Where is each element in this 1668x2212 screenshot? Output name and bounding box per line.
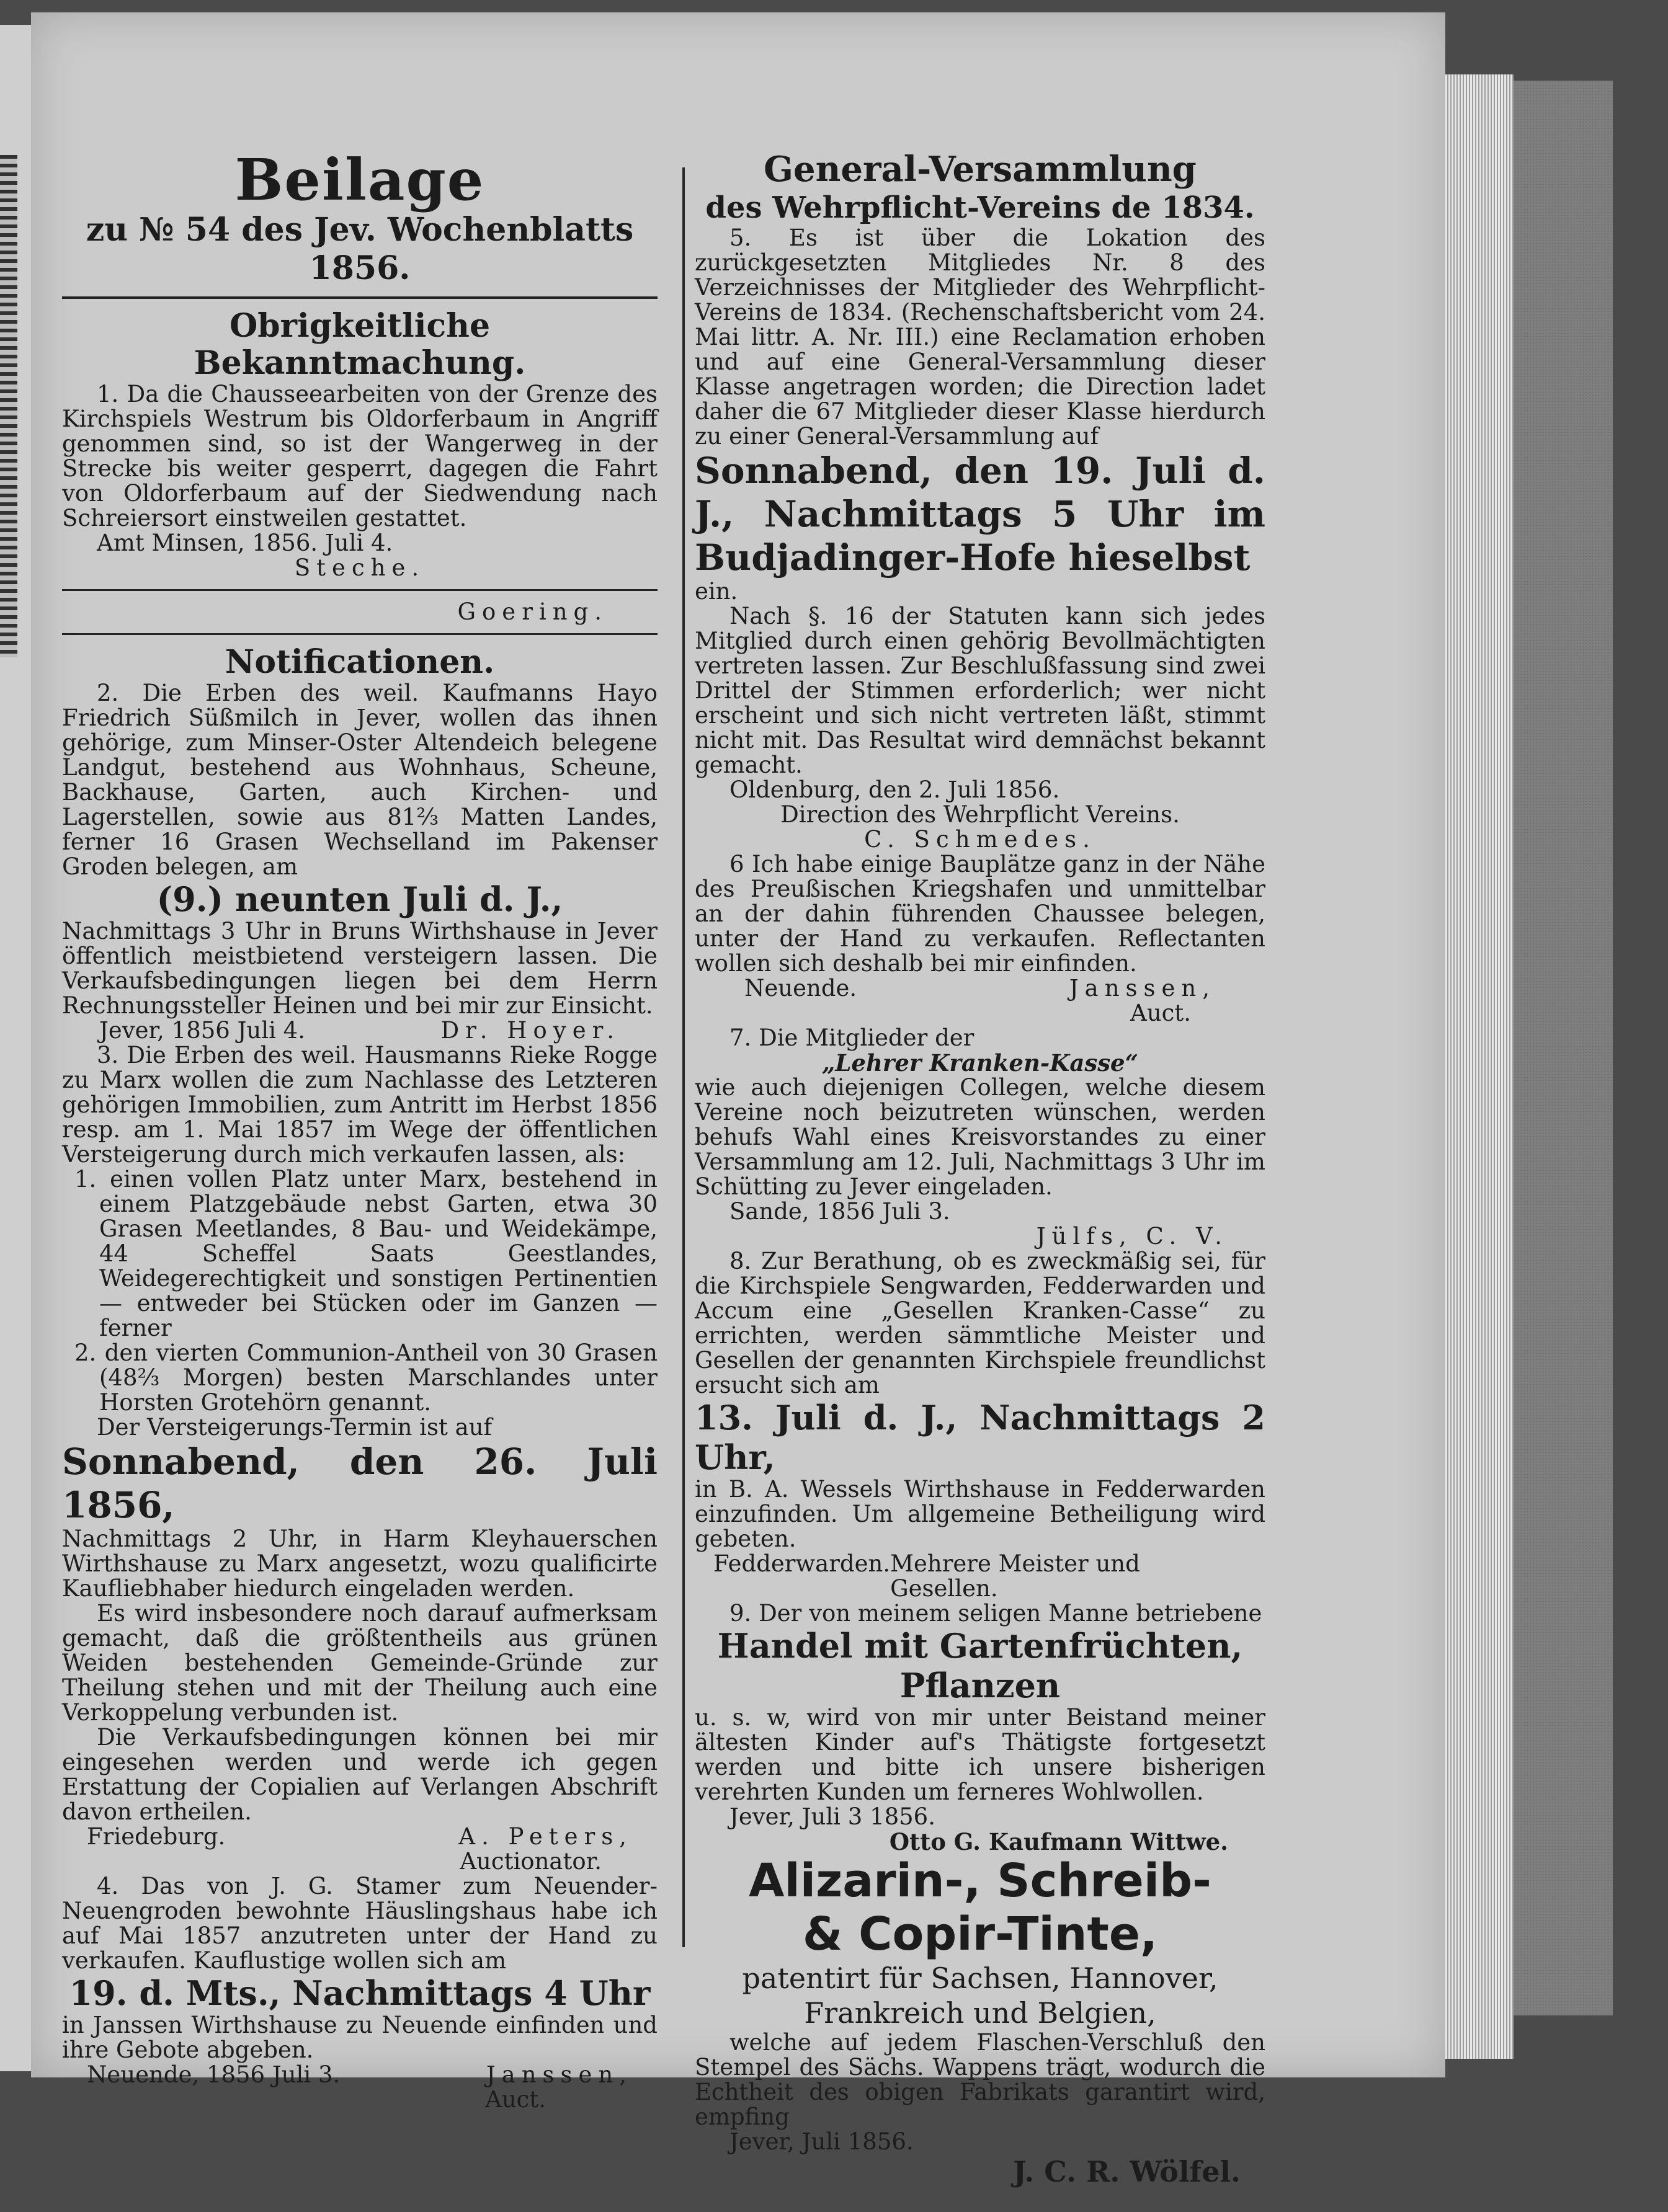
notice-2-date: (9.) neunten Juli d. J., [156,879,563,919]
ad-text: welche auf jedem Flaschen-Verschluß den Stempel des Sächs. Wappens trägt, wodurch die Echtheit des obigen Fabrikats garantirt wird, empfing [695,2029,1265,2130]
notice-4b: in Janssen Wirthshause zu Neuende einfinden und ihre Gebote abgeben. [62,2012,658,2063]
book-cover [1514,81,1613,2015]
notice-4-role: Auct. [485,2086,546,2113]
notice-3: 3. Die Erben des weil. Hausmanns Rieke Rogge zu Marx wollen die zum Nachlasse des Letzteren gehörigen Immobilien, zum Antritt im Herbst 1856 resp. am 1. Mai 1857 im Wege der öffentlichen Versteigerung durch mich verkaufen lassen, als: [62,1042,658,1168]
notice-2-place: Jever, 1856 Juli 4. [99,1017,305,1044]
notice-1: 1. Da die Chausseearbeiten von der Grenze des Kirchspiels Westrum bis Oldorferbaum in Angriff genommen sind, so ist der Wangerweg in der Strecke bis weiter gesperrt, dagegen die Fahrt von Oldorferbaum auf der Siedwendung nach Schreiersort einstweilen gestattet. [62,381,658,531]
column-divider [682,167,685,1947]
notif-title: Notificationen. [225,643,495,681]
notice-8b: in B. A. Wessels Wirthshause in Fedderwarden einzufinden. Um allgemeine Betheiligung wird gebeten. [695,1476,1265,1552]
page-stack-edge [1445,74,1514,2059]
notice-7-title: „Lehrer Kranken-Kasse“ [822,1049,1138,1077]
notice-2-sig: Dr. Hoyer. [440,1017,620,1044]
rule [62,633,658,635]
notice-3d: Die Verkaufsbedingungen können bei mir eingesehen werden und werde ich gegen Erstattung der Copialien auf Verlangen Abschrift davon ertheilen. [62,1724,658,1825]
notice-6: 6 Ich habe einige Bauplätze ganz in der Nähe des Preußischen Kriegshafen und unmittelbar an der dahin führenden Chaussee belegen, unter der Hand zu verkaufen. Reflectanten wollen sich deshalb bei mir einfinden. [695,851,1265,977]
notice-4-date: 19. d. Mts., Nachmittags 4 Uhr [69,1973,651,2013]
notice-5-sig: C. Schmedes. [864,826,1096,853]
notice-2b: Nachmittags 3 Uhr in Bruns Wirthshause in Jever öffentlich meistbietend versteigern lassen. Die Verkaufsbedingungen liegen bei dem Herrn Rechnungssteller Heinen und bei mir zur Einsicht. [62,918,658,1019]
notice-1-sig1: Steche. [294,554,426,581]
notice-3-item1: 1. einen vollen Platz unter Marx, bestehend in einem Platzgebäude nebst Garten, etwa 30 Grasen Meetlandes, 8 Bau- und Weidekämpe, 44 Scheffel Saats Geestlandes, Weidegerechtigkeit und sonstigen Pertinentien — entweder bei Stücken oder im Ganzen — ferner [74,1166,658,1341]
notice-5-date: Sonnabend, den 19. Juli d. J., Nachmittags 5 Uhr im Budjadinger-Hofe hieselbst [695,450,1265,579]
notice-3-term: Der Versteigerungs-Termin ist auf [97,1414,493,1441]
notice-3c: Es wird insbesondere noch darauf aufmerksam gemacht, daß die größtentheils aus grünen Weiden bestehenden Gemeinde-Gründe zur Theilung stehen und mit der Theilung auch eine Verkoppelung verbunden ist. [62,1600,658,1726]
right-column [695,149,1265,2189]
notice-9b: u. s. w, wird von mir unter Beistand meiner ältesten Kinder auf's Thätigste fortgesetzt werden und bitte ich unsere bisherigen verehrten Kunden um ferneres Wohlwollen. [695,1704,1265,1805]
ad-line1: Alizarin-, Schreib- [749,1854,1211,1908]
notice-7-place: Sande, 1856 Juli 3. [729,1198,950,1225]
beilage-title: Beilage [234,146,485,213]
notice-3-role: Auctionator. [460,1848,602,1875]
notice-9-title: Handel mit Gartenfrüchten, Pflanzen [717,1626,1243,1705]
gv-title: General-Versammlung [764,149,1197,190]
notice-8-sig: Mehrere Meister und Gesellen. [890,1550,1140,1602]
ad-place: Jever, Juli 1856. [729,2128,914,2155]
notice-3-sig: A. Peters, [458,1823,633,1850]
notice-6-sig: Janssen, [1069,975,1216,1002]
notice-4-place: Neuende, 1856 Juli 3. [87,2061,341,2088]
notice-5: 5. Es ist über die Lokation des zurückgesetzten Mitgliedes Nr. 8 des Verzeichnisses der Mitglieder des Wehrpflicht-Vereins de 1834. (Rechenschaftsbericht vom 24. Mai littr. A. Nr. III.) eine Reclamation erhoben und auf eine General-Versammlung dieser Klasse angetragen worden; die Direction ladet daher die 67 Mitglieder dieser Klasse hierdurch zu einer General-Versammlung auf [695,224,1265,450]
notice-7-sig: Jülfs, C. V. [1036,1223,1228,1250]
gv-subtitle: des Wehrpflicht-Vereins de 1834. [705,190,1255,225]
ad-sig: J. C. R. Wölfel. [1013,2155,1241,2188]
notice-4-sig: Janssen, [486,2061,633,2088]
notice-3-date: Sonnabend, den 26. Juli 1856, [62,1441,658,1526]
obrig-title: Obrigkeitliche Bekanntmachung. [194,307,526,382]
ad-line4: Frankreich und Belgien, [804,1996,1156,2030]
notice-5-ein: ein. [695,578,738,605]
notice-5-direction: Direction des Wehrpflicht Vereins. [780,801,1180,828]
notice-7: 7. Die Mitglieder der [729,1024,974,1051]
notice-1-place: Amt Minsen, 1856. Juli 4. [97,530,393,556]
notice-9-place: Jever, Juli 3 1856. [729,1803,935,1830]
notice-5b: Nach §. 16 der Statuten kann sich jedes Mitglied durch einen gehörig Bevollmächtigten vertreten lassen. Zur Beschlußfassung sind zwei Drittel der Stimmen erforderlich; wer nicht erscheint und sich nicht vertreten läßt, stimmt nicht mit. Das Resultat wird demnächst bekannt gemacht. [695,603,1265,778]
notice-1-sig2: Goering. [457,598,608,625]
notice-4: 4. Das von J. G. Stamer zum Neuender-Neuengroden bewohnte Häuslingshaus habe ich auf Mai 1857 anzutreten unter der Hand zu verkaufen. Kauflustige wollen sich am [62,1873,658,1974]
notice-9: 9. Der von meinem seligen Manne betriebene [729,1600,1262,1627]
notice-3-place: Friedeburg. [87,1823,226,1850]
notice-8: 8. Zur Berathung, ob es zweckmäßig sei, für die Kirchspiele Sengwarden, Fedderwarden und Accum eine „Gesellen Kranken-Casse“ zu errichten, werden sämmtliche Meister und Gesellen der genannten Kirchspiele freundlichst ersucht sich am [695,1248,1265,1398]
notice-9-sig: Otto G. Kaufmann Wittwe. [889,1828,1228,1855]
notice-8-date: 13. Juli d. J., Nachmittags 2 Uhr, [695,1398,1265,1477]
left-page-ornament [0,155,17,657]
ad-line3: patentirt für Sachsen, Hannover, [742,1961,1218,1995]
rule [62,296,658,299]
ad-line2: & Copir-Tinte, [802,1908,1158,1961]
notice-6-place: Neuende. [744,975,857,1002]
beilage-subtitle: zu № 54 des Jev. Wochenblatts 1856. [86,211,634,287]
notice-8-place: Fedderwarden. [713,1550,891,1577]
notice-6-role: Auct. [1130,1000,1191,1026]
notice-2: 2. Die Erben des weil. Kaufmanns Hayo Friedrich Süßmilch in Jever, wollen das ihnen gehörige, zum Minser-Oster Altendeich belegene Landgut, bestehend aus Wohnhaus, Scheune, Backhause, Garten, auch Kirchen- und Lagerstellen, sowie aus 81⅔ Matten Landes, ferner 16 Grasen Wechselland im Pakenser Groden belegen, am [62,680,658,880]
left-column [62,146,658,2113]
notice-5-place: Oldenburg, den 2. Juli 1856. [729,776,1060,803]
notice-3b: Nachmittags 2 Uhr, in Harm Kleyhauerschen Wirthshause zu Marx angesetzt, wozu qualificirte Kaufliebhaber hiedurch eingeladen werden. [62,1526,658,1602]
notice-3-item2: 2. den vierten Communion-Antheil von 30 Grasen (48⅔ Morgen) besten Marschlandes unter Horsten Grotehörn genannt. [74,1339,658,1416]
notice-7b: wie auch diejenigen Collegen, welche diesem Vereine noch beizutreten wünschen, werden behufs Wahl eines Kreisvorstandes zu einer Versammlung am 12. Juli, Nachmittags 3 Uhr im Schütting zu Jever eingeladen. [695,1074,1265,1200]
rule [62,589,658,591]
